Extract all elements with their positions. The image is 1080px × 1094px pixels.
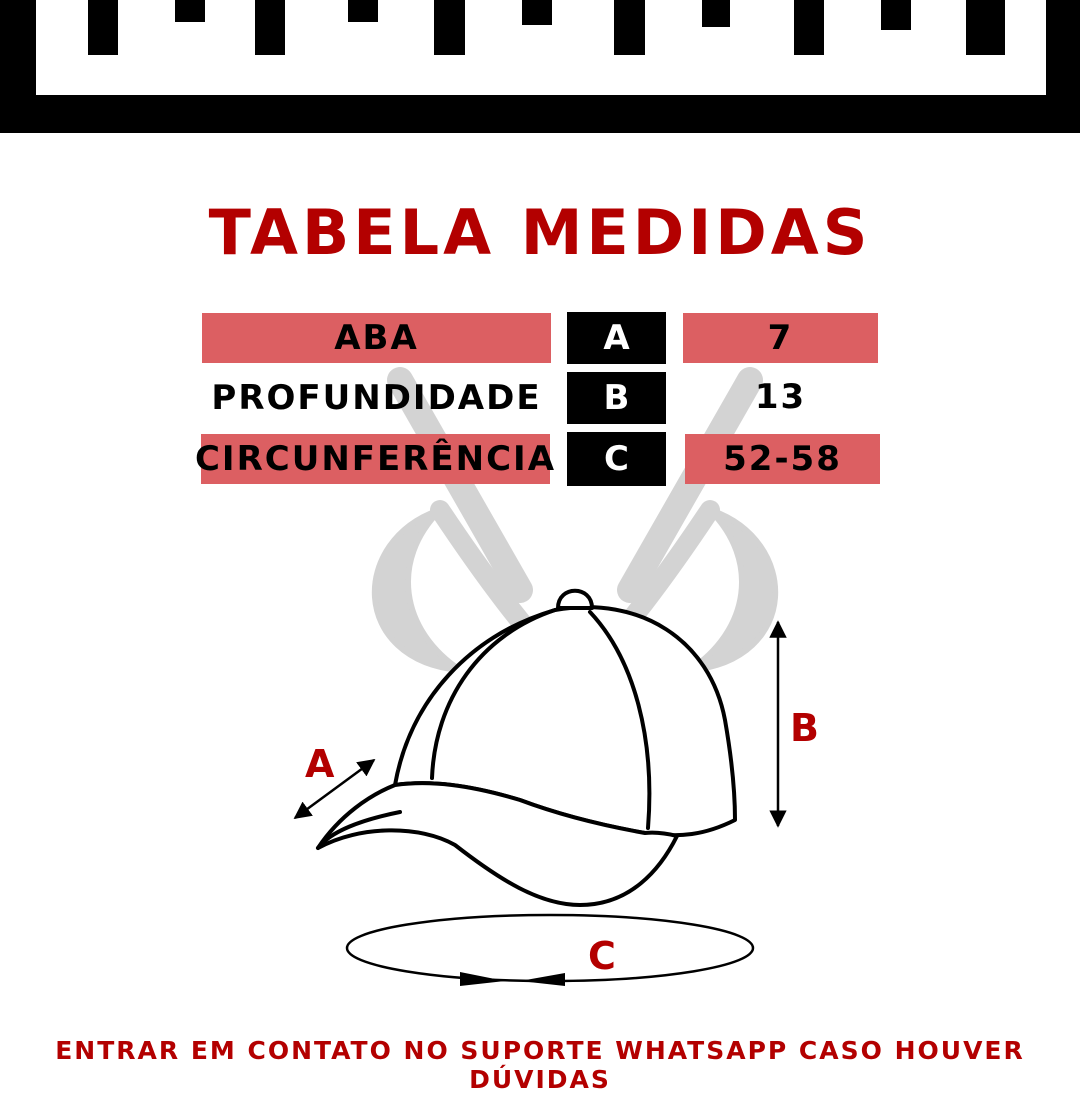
footer-note: ENTRAR EM CONTATO NO SUPORTE WHATSAPP CASO HOUVER DÚVIDAS — [55, 1036, 1025, 1094]
row-value-circunferencia: 52-58 — [685, 434, 880, 484]
row-code-c: C — [567, 432, 666, 486]
row-value-aba: 7 — [683, 313, 878, 363]
row-code-a: A — [567, 312, 666, 364]
diagram-label-a: A — [305, 742, 335, 786]
row-label-circunferencia: CIRCUNFERÊNCIA — [201, 434, 550, 484]
row-code-b: B — [567, 372, 666, 424]
diagram-label-b: B — [790, 706, 819, 750]
row-label-aba: ABA — [202, 313, 551, 363]
page-title: TABELA MEDIDAS — [208, 196, 872, 269]
row-value-profundidade: 13 — [754, 377, 807, 417]
diagram-label-c: C — [588, 934, 616, 978]
row-label-profundidade: PROFUNDIDADE — [211, 378, 542, 418]
